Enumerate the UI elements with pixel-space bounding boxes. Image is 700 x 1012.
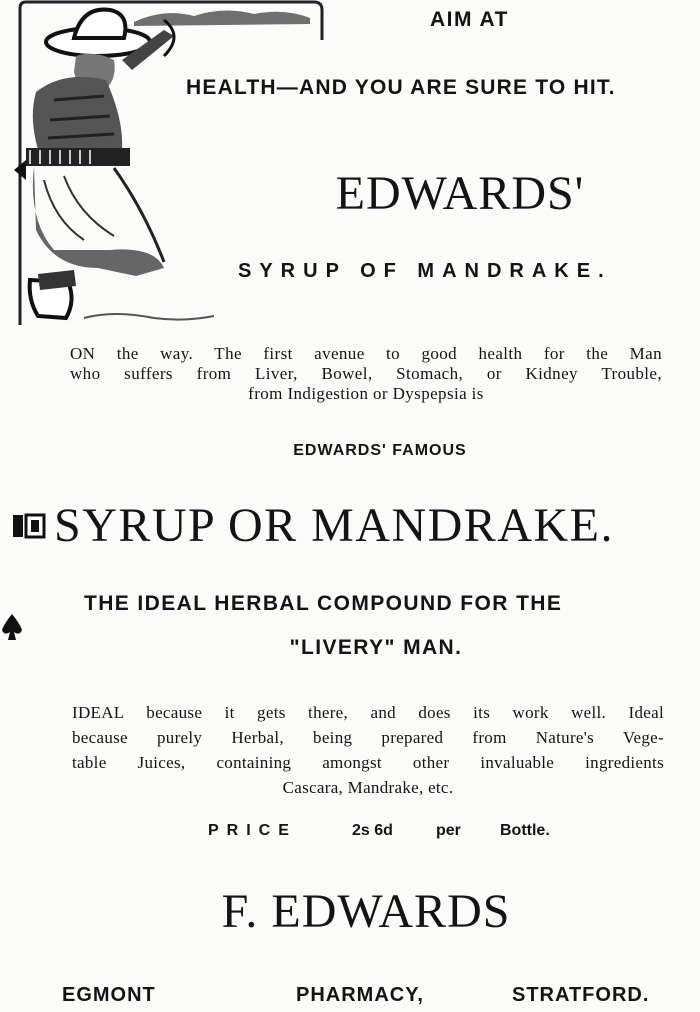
address-part: EGMONT xyxy=(62,984,156,1006)
headline-health: HEALTH—AND YOU ARE SURE TO HIT. xyxy=(186,76,616,99)
intro-line: who suffers from Liver, Bowel, Stomach, or Kidney Trouble, xyxy=(70,364,662,383)
address-row xyxy=(62,984,682,1012)
description-line: IDEAL because it gets there, and does its work well. Ideal xyxy=(72,703,664,722)
description-paragraph xyxy=(72,700,664,800)
spade-mark-icon xyxy=(0,612,26,642)
address-part: STRATFORD. xyxy=(512,984,650,1006)
price-label: PRICE xyxy=(208,822,297,839)
pharmacist-name: F. EDWARDS xyxy=(221,885,511,938)
famous-label: EDWARDS' FAMOUS xyxy=(293,442,467,459)
ideal-compound-title: THE IDEAL HERBAL COMPOUND FOR THE xyxy=(84,592,563,615)
decorative-mark-icon xyxy=(12,513,46,539)
description-line: table Juices, containing amongst other invaluable ingredients xyxy=(72,753,664,772)
headline-aim-at: AIM AT xyxy=(430,8,509,31)
price-unit: Bottle. xyxy=(500,822,550,839)
livery-man-title: "LIVERY" MAN. xyxy=(289,636,463,659)
brand-heading: EDWARDS' xyxy=(335,167,585,220)
address-part: PHARMACY, xyxy=(296,984,424,1006)
intro-paragraph xyxy=(70,344,662,404)
product-name-large: SYRUP OR MANDRAKE. xyxy=(54,499,614,552)
intro-line: ON the way. The first avenue to good health for the Man xyxy=(70,344,662,363)
intro-line: from Indigestion or Dyspepsia is xyxy=(248,384,484,403)
description-line: because purely Herbal, being prepared from Nature's Vege- xyxy=(72,728,664,747)
price-amount: 2s 6d xyxy=(352,822,393,839)
product-name-spaced: SYRUP OF MANDRAKE. xyxy=(238,260,612,282)
price-row xyxy=(208,822,568,848)
price-per: per xyxy=(436,822,461,839)
description-line: Cascara, Mandrake, etc. xyxy=(282,778,454,797)
